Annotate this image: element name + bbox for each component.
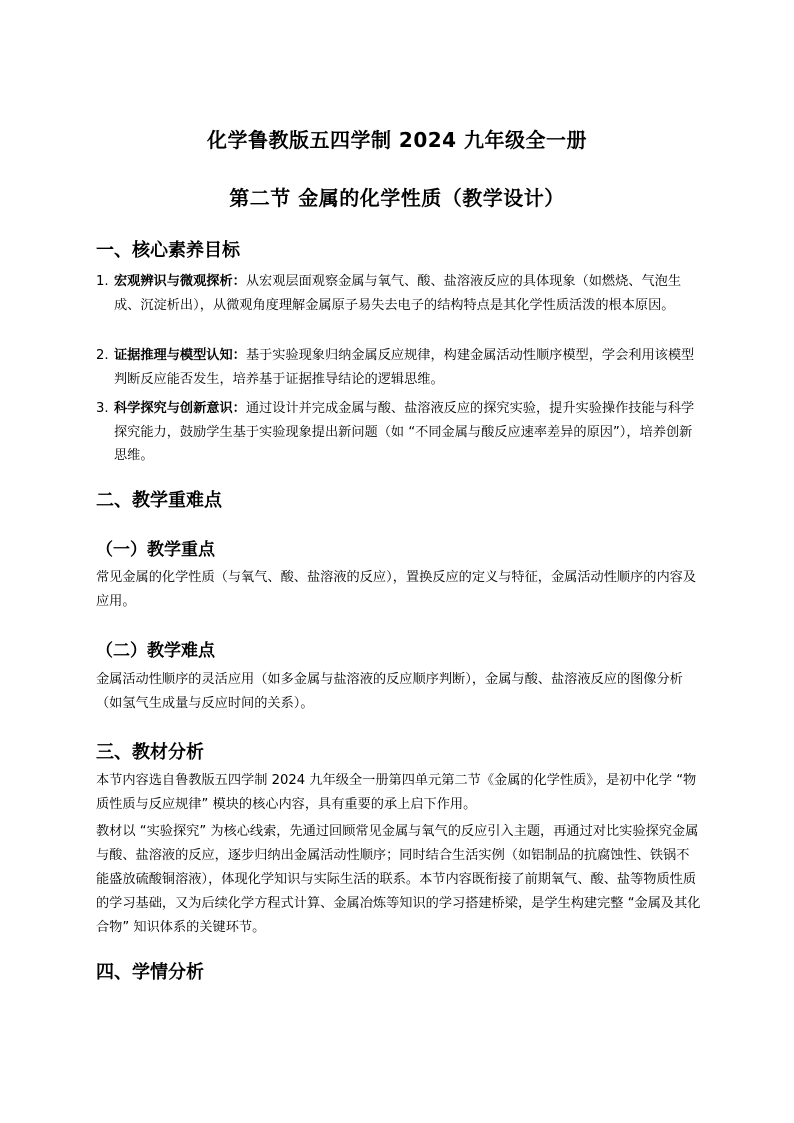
list-item bbox=[96, 397, 702, 468]
list-item-content bbox=[114, 344, 702, 391]
paragraph-key-points: 常见金属的化学性质（与氧气、酸、盐溶液的反应），置换反应的定义与特征，金属活动性顺序的内容及应用。 bbox=[96, 570, 697, 609]
list-item-content bbox=[114, 270, 702, 317]
document-title: 化学鲁教版五四学制 2024 九年级全一册 bbox=[206, 128, 588, 152]
section-heading-key-difficult-points: 二、教学重难点 bbox=[96, 490, 222, 511]
paragraph-textbook-analysis-1: 本节内容选自鲁教版五四学制 2024 九年级全一册第四单元第二节《金属的化学性质》，是初中化学 “物质性质与反应规律” 模块的核心内容，具有重要的承上启下作用。 bbox=[96, 773, 697, 812]
section-heading-core-literacy: 一、核心素养目标 bbox=[96, 240, 240, 261]
list-item bbox=[96, 344, 702, 391]
section-heading-learner-analysis: 四、学情分析 bbox=[96, 962, 204, 983]
document-subtitle: 第二节 金属的化学性质（教学设计） bbox=[229, 186, 565, 210]
list-item-lead: 宏观辨识与微观探析： bbox=[114, 274, 246, 289]
subsection-heading-difficult-points: （二）教学难点 bbox=[96, 641, 215, 661]
list-item-lead: 科学探究与创新意识： bbox=[114, 401, 246, 416]
list-number: 3. bbox=[96, 401, 109, 416]
list-item-content bbox=[114, 397, 702, 468]
list-item-text: 基于实验现象归纳金属反应规律，构建金属活动性顺序模型，学会利用该模型判断反应能否发生，培养基于证据推导结论的逻辑思维。 bbox=[114, 348, 695, 387]
paragraph-difficult-points: 金属活动性顺序的灵活应用（如多金属与盐溶液的反应顺序判断），金属与酸、盐溶液反应的图像分析（如氢气生成量与反应时间的关系）。 bbox=[96, 672, 683, 711]
list-item-text: 通过设计并完成金属与酸、盐溶液反应的探究实验，提升实验操作技能与科学探究能力，鼓励学生基于实验现象提出新问题（如 “不同金属与酸反应速率差异的原因”），培养创新思维。 bbox=[114, 401, 695, 463]
list-item bbox=[96, 270, 702, 317]
list-item-lead: 证据推理与模型认知： bbox=[114, 348, 246, 363]
section-heading-textbook-analysis: 三、教材分析 bbox=[96, 742, 204, 763]
subsection-heading-key-points: （一）教学重点 bbox=[96, 540, 215, 560]
paragraph-textbook-analysis-2: 教材以 “实验探究” 为核心线索，先通过回顾常见金属与氧气的反应引入主题，再通过对比实验探究金属与酸、盐溶液的反应，逐步归纳出金属活动性顺序；同时结合生活实例（如铝制品的抗腐蚀性、铁锅不能盛放硫酸铜溶液），体现化学知识与实际生活的联系。本节内容既衔接了前期氧气、酸、盐等物质性质的学习基础，又为后续化学方程式计算、金属冶炼等知识的学习搭建桥梁，是学生构建完整 “金属及其化合物” 知识体系的关键环节。 bbox=[96, 824, 701, 935]
list-number: 1. bbox=[96, 274, 109, 289]
list-item-text: 从宏观层面观察金属与氧气、酸、盐溶液反应的具体现象（如燃烧、气泡生成、沉淀析出），从微观角度理解金属原子易失去电子的结构特点是其化学性质活泼的根本原因。 bbox=[114, 274, 682, 313]
list-number: 2. bbox=[96, 348, 109, 363]
